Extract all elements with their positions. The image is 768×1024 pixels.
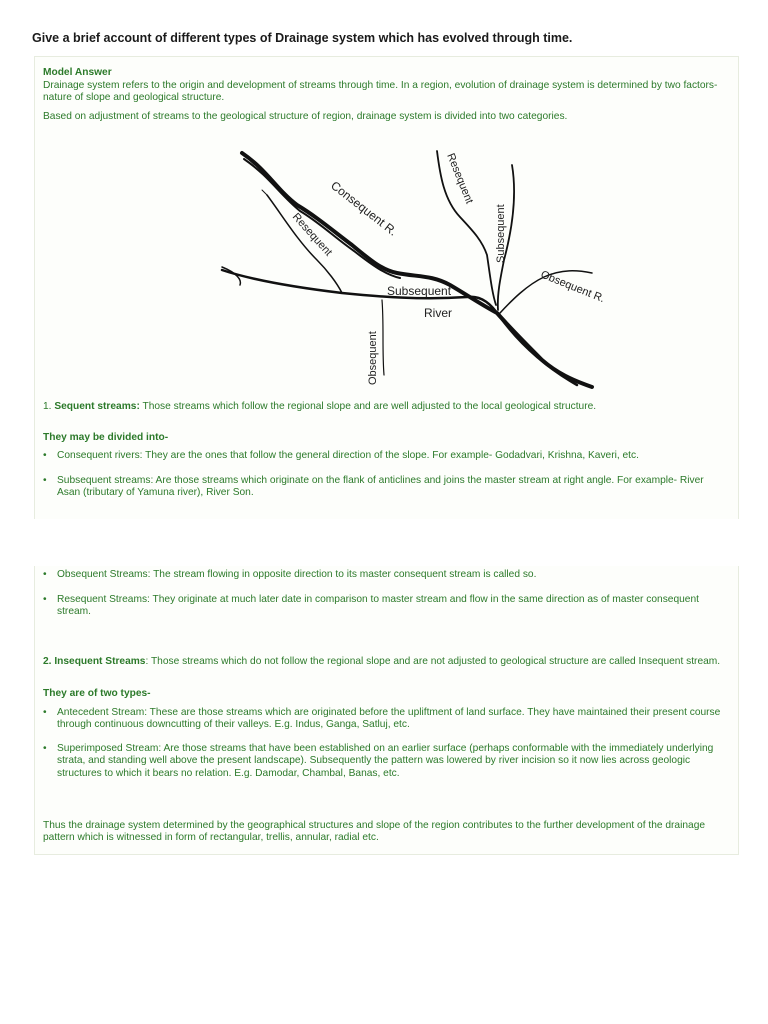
answer-panel-1 [34, 56, 739, 519]
list-item-text: Consequent rivers: They are the ones that follow the general direction of the slope. For example- Godadvari, Krishna, Kaveri, etc. [57, 450, 639, 461]
bullet-icon: • [43, 707, 47, 718]
intro-paragraph: Drainage system refers to the origin and development of streams through time. In a region, evolution of drainage system is determined by two factors- nature of slope and geological structure. [43, 80, 718, 104]
basis-paragraph: Based on adjustment of streams to the geological structure of region, drainage system is divided into two categories. [43, 111, 568, 122]
answer-panel-2 [34, 566, 739, 855]
diagram-label-subsequent-vertical: Subsequent [495, 204, 507, 263]
list-item-text: Superimposed Stream: Are those streams that have been established on an earlier surface (perhaps conformable with the immediately underlying strata, and standing well above the present landscape). Subsequently the pattern was lowered by river incision so it now lies across geologic structures to which it bears no relation. E.g. Damodar, Chambal, Banas, etc. [57, 743, 714, 779]
bullet-icon: • [43, 475, 47, 486]
model-answer-heading: Model Answer [43, 67, 112, 78]
diagram-label-resequent-top: Resequent [444, 151, 476, 206]
sequent-number: 1. [43, 401, 52, 412]
insequent-title: 2. Insequent Streams [43, 656, 146, 667]
sequent-subheading: They may be divided into- [43, 432, 169, 443]
diagram-label-consequent: Consequent R. [328, 178, 400, 239]
list-item-text: Subsequent streams: Are those streams which originate on the flank of anticlines and joins the master stream at right angle. For example- River Asan (tributary of Yamuna river), River Son. [57, 475, 704, 499]
list-item-text: Antecedent Stream: These are those streams which are originated before the upliftment of land surface. They have maintained their present course through continuous downcutting of their valleys. E.g. Indus, Ganga, Satluj, etc. [57, 707, 721, 731]
sequent-streams-paragraph [43, 401, 723, 413]
list-item-text: Resequent Streams: They originate at much later date in comparison to master stream and flow in the same direction as of master consequent stream. [57, 594, 699, 618]
bullet-icon: • [43, 569, 47, 580]
insequent-text: : Those streams which do not follow the regional slope and are not adjusted to geological structure are called Insequent stream. [145, 656, 721, 667]
list-item-text: Obsequent Streams: The stream flowing in opposite direction to its master consequent stream is called so. [57, 569, 537, 580]
insequent-streams-paragraph [43, 656, 723, 668]
sequent-text: Those streams which follow the regional slope and are well adjusted to the local geological structure. [139, 401, 597, 412]
insequent-subheading: They are of two types- [43, 688, 151, 699]
diagram-label-subsequent-river-2: River [424, 306, 453, 320]
diagram-label-subsequent-river-1: Subsequent [387, 284, 452, 298]
conclusion-paragraph: Thus the drainage system determined by the geographical structures and slope of the region contributes to the further development of the drainage pattern which is witnessed in form of rectangular, trellis, annular, radial etc. [43, 820, 706, 844]
diagram-label-obsequent-right: Obsequent R. [538, 268, 607, 306]
bullet-icon: • [43, 743, 47, 754]
question-title: Give a brief account of different types of Drainage system which has evolved through time. [32, 31, 573, 45]
bullet-icon: • [43, 450, 47, 461]
drainage-system-diagram [182, 145, 607, 393]
bullet-icon: • [43, 594, 47, 605]
sequent-title: Sequent streams: [54, 401, 140, 412]
diagram-label-resequent-left: Resequent [289, 210, 335, 259]
diagram-label-obsequent-bottom: Obsequent [367, 331, 379, 385]
